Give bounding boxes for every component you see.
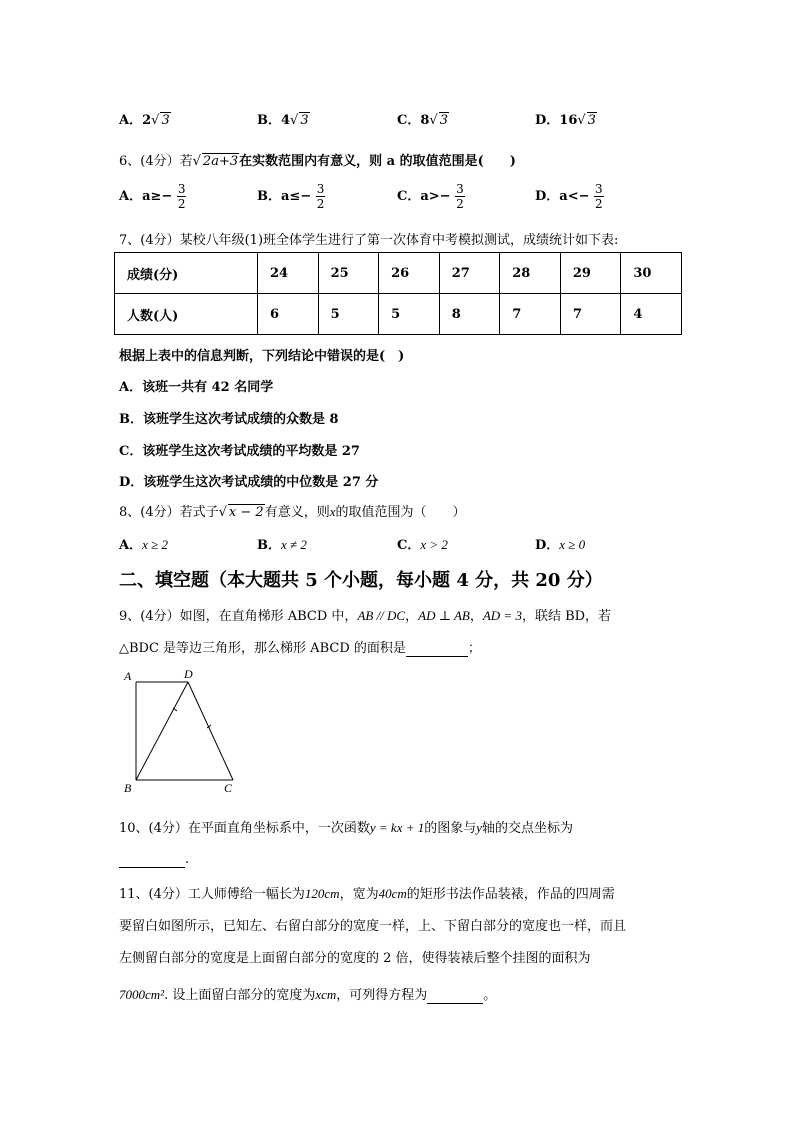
table-cell: 7 xyxy=(560,294,621,335)
q5-option-d: D．16√ 3 xyxy=(535,113,596,128)
table-cell: 6 xyxy=(258,294,319,335)
q5-option-c: C．8√ 3 xyxy=(397,113,448,128)
trapezoid-figure xyxy=(118,664,248,796)
q10-line-2: . xyxy=(119,852,189,868)
q7-question: 根据上表中的信息判断，下列结论中错误的是( ) xyxy=(119,349,405,364)
q9-line-1: 9、(4分）如图，在直角梯形 ABCD 中，AB // DC，AD ⊥ AB，AD = 3，联结 BD，若 xyxy=(119,608,612,624)
table-cell: 30 xyxy=(621,253,682,294)
q6-stem: 6、(4分）若√ 2a+3在实数范围内有意义，则 a 的取值范围是( ) xyxy=(119,154,516,169)
table-header-score: 成绩(分) xyxy=(115,253,258,294)
q11-line-2: 要留白如图所示，已知左、右留白部分的宽度一样，上、下留白部分的宽度也一样，而且 xyxy=(119,919,627,934)
table-cell: 26 xyxy=(379,253,440,294)
q5-option-b: B．4√ 3 xyxy=(257,113,309,128)
table-cell: 7 xyxy=(500,294,561,335)
q8-option-c: C．x > 2 xyxy=(397,537,448,553)
label-d: D xyxy=(184,667,193,681)
q8-stem: 8、(4分）若式子√ x − 2有意义，则x的取值范围为（ ） xyxy=(119,504,466,520)
table-cell: 5 xyxy=(379,294,440,335)
answer-blank[interactable] xyxy=(406,641,468,657)
score-table xyxy=(114,252,682,335)
table-cell: 24 xyxy=(258,253,319,294)
table-cell: 4 xyxy=(621,294,682,335)
table-cell: 25 xyxy=(318,253,379,294)
table-row xyxy=(115,253,682,294)
q6-option-a: A．a≥− $\frac{3}{2}$ xyxy=(119,182,186,211)
section-title: 二、填空题（本大题共 5 个小题，每小题 4 分，共 20 分） xyxy=(119,570,603,591)
diagonal-bd xyxy=(136,682,188,780)
q5-option-a: A．2√ 3 xyxy=(119,113,170,128)
q11-line-1: 11、(4分）工人师傅给一幅长为120cm，宽为40cm的矩形书法作品装裱，作品的四周需 xyxy=(119,886,615,902)
q6-option-d: D．a<− $\frac{3}{2}$ xyxy=(535,182,603,211)
answer-blank[interactable] xyxy=(427,988,483,1004)
table-header-count: 人数(人) xyxy=(115,294,258,335)
q6-option-c: C．a>− $\frac{3}{2}$ xyxy=(397,182,464,211)
label-c: C xyxy=(224,781,233,795)
q11-line-3: 左侧留白部分的宽度是上面留白部分的宽度的 2 倍，使得装裱后整个挂图的面积为 xyxy=(119,951,591,966)
table-cell: 8 xyxy=(439,294,500,335)
q8-option-d: D．x ≥ 0 xyxy=(535,537,586,553)
q7-option-c: C．该班学生这次考试成绩的平均数是 27 xyxy=(119,444,360,459)
q7-option-d: D．该班学生这次考试成绩的中位数是 27 分 xyxy=(119,475,379,490)
q11-line-4: 7000cm². 设上面留白部分的宽度为xcm，可列得方程为 。 xyxy=(119,987,497,1003)
table-cell: 28 xyxy=(500,253,561,294)
q8-option-b: B．x ≠ 2 xyxy=(257,537,307,553)
q8-option-a: A．x ≥ 2 xyxy=(119,537,168,553)
label-a: A xyxy=(124,669,132,683)
table-cell: 29 xyxy=(560,253,621,294)
q10-line-1: 10、(4分）在平面直角坐标系中，一次函数y = kx + 1的图象与y轴的交点坐标为 xyxy=(119,820,574,836)
table-cell: 5 xyxy=(318,294,379,335)
edge-dc xyxy=(188,682,233,780)
q7-option-a: A．该班一共有 42 名同学 xyxy=(119,380,274,395)
answer-blank[interactable] xyxy=(119,852,185,868)
q7-option-b: B．该班学生这次考试成绩的众数是 8 xyxy=(119,412,339,427)
q7-stem: 7、(4分）某校八年级(1)班全体学生进行了第一次体育中考模拟测试，成绩统计如下表: xyxy=(119,233,619,248)
table-row xyxy=(115,294,682,335)
q6-option-b: B．a≤− $\frac{3}{2}$ xyxy=(257,182,325,211)
label-b: B xyxy=(124,781,132,795)
table-cell: 27 xyxy=(439,253,500,294)
q9-line-2: △BDC 是等边三角形，那么梯形 ABCD 的面积是 ； xyxy=(119,641,481,656)
